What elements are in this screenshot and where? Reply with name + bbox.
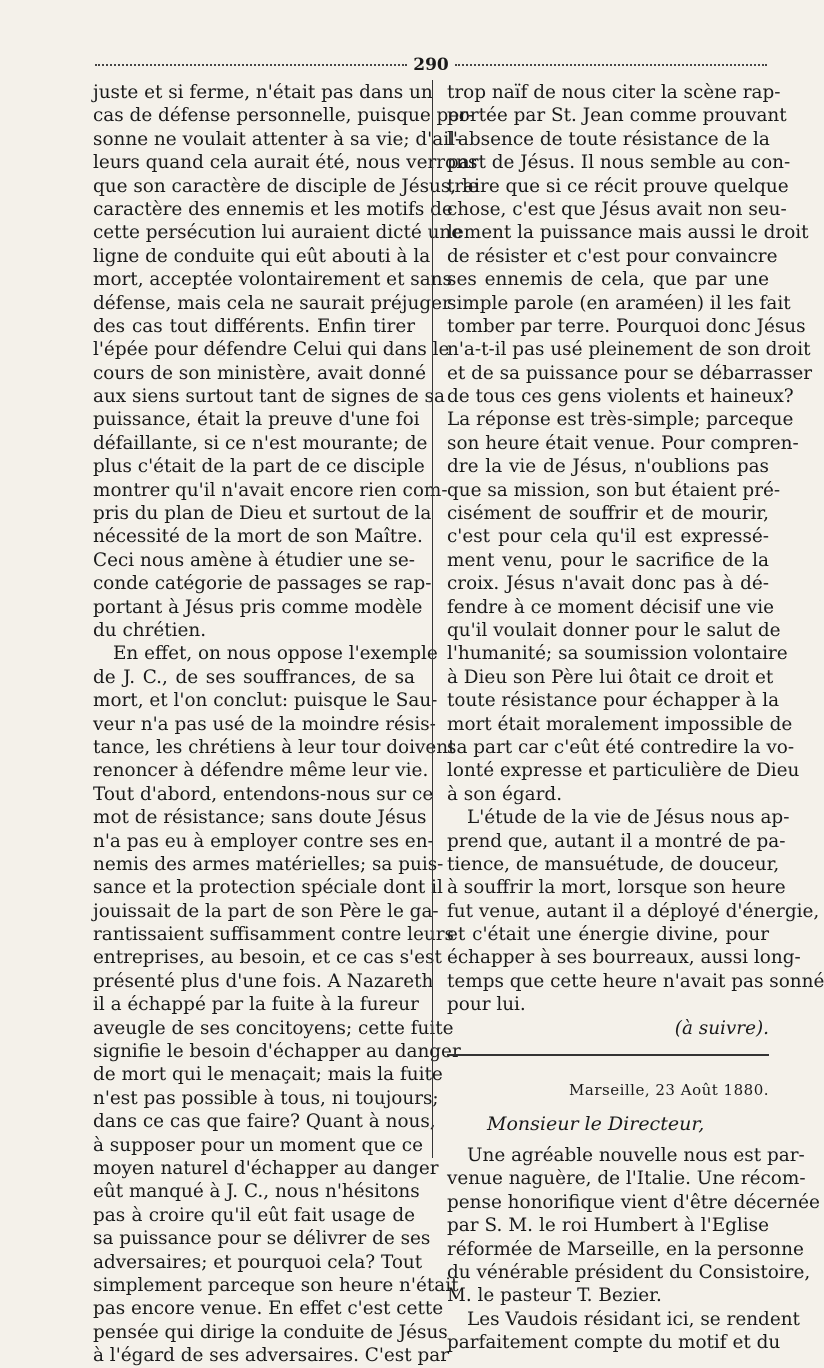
- text-line: pense honorifique vient d'être décernée: [447, 1191, 820, 1213]
- text-line: mort, acceptée volontairement et sans: [93, 269, 452, 291]
- text-line: aveugle de ses concitoyens; cette fuite: [93, 1017, 454, 1039]
- letter-body: [447, 1144, 820, 1355]
- text-line: veur n'a pas usé de la moindre résis-: [93, 713, 436, 735]
- text-line: de J. C., de ses souffrances, de sa: [93, 666, 415, 688]
- text-line: portant à Jésus pris comme modèle: [93, 596, 423, 618]
- to-be-continued: (à suivre).: [674, 1017, 769, 1039]
- text-line: mort, et l'on conclut: puisque le Sau-: [93, 690, 438, 712]
- text-line: L'étude de la vie de Jésus nous ap-: [467, 807, 790, 829]
- text-line: montrer qu'il n'avait encore rien com-: [93, 479, 448, 501]
- text-line: l'épée pour défendre Celui qui dans le: [93, 339, 450, 361]
- text-line: l'humanité; sa soumission volontaire: [447, 643, 788, 665]
- text-line: dre la vie de Jésus, n'oublions pas: [447, 456, 769, 478]
- text-line: ligne de conduite qui eût abouti à la: [93, 245, 431, 267]
- column-divider: [432, 80, 433, 1158]
- text-line: des cas tout différents. Enfin tirer: [93, 315, 415, 337]
- text-line: pas à croire qu'il eût fait usage de: [93, 1204, 415, 1226]
- header-rule-left: [95, 64, 407, 66]
- text-line: sance et la protection spéciale dont il: [93, 877, 443, 899]
- text-line: signifie le besoin d'échapper au danger: [93, 1041, 461, 1063]
- text-line: sa puissance pour se délivrer de ses: [93, 1228, 431, 1250]
- text-line: défense, mais cela ne saurait préjuger: [93, 292, 451, 314]
- text-line: à souffrir la mort, lorsque son heure: [447, 877, 786, 899]
- text-line: lement la puissance mais aussi le droit: [447, 222, 809, 244]
- text-line: Ceci nous amène à étudier une se-: [93, 549, 415, 571]
- text-line: nemis des armes matérielles; sa puis-: [93, 853, 444, 875]
- text-line: et de sa puissance pour se débarrasser: [447, 362, 813, 384]
- text-line: caractère des ennemis et les motifs de: [93, 198, 453, 220]
- text-line: du vénérable président du Consistoire,: [447, 1261, 811, 1283]
- text-line: n'a-t-il pas usé pleinement de son droit: [447, 339, 811, 361]
- text-line: simplement parceque son heure n'était: [93, 1274, 459, 1296]
- text-line: pris du plan de Dieu et surtout de la: [93, 503, 432, 525]
- text-line: cours de son ministère, avait donné: [93, 362, 426, 384]
- text-line: mot de résistance; sans doute Jésus: [93, 807, 427, 829]
- text-line: rantissaient suffisamment contre leurs: [93, 924, 454, 946]
- text-line: fut venue, autant il a déployé d'énergie,: [447, 900, 820, 922]
- text-line: pour lui.: [447, 994, 526, 1016]
- text-line: et c'était une énergie divine, pour: [447, 924, 769, 946]
- text-line: cisément de souffrir et de mourir,: [447, 503, 769, 525]
- text-line: eût manqué à J. C., nous n'hésitons: [93, 1181, 420, 1203]
- text-line: fendre à ce moment décisif une vie: [447, 596, 774, 618]
- letter-salutation: Monsieur le Directeur,: [487, 1113, 705, 1136]
- text-line: puissance, était la preuve d'une foi: [93, 409, 420, 431]
- text-line: c'est pour cela qu'il est expressé-: [447, 526, 769, 548]
- header-rule-right: [455, 64, 767, 66]
- text-line: par S. M. le roi Humbert à l'Eglise: [447, 1215, 769, 1237]
- page-number: 290: [413, 55, 449, 75]
- text-line: adversaires; et pourquoi cela? Tout: [93, 1251, 423, 1273]
- text-line: pensée qui dirige la conduite de Jésus: [93, 1321, 448, 1343]
- text-line: mort était moralement impossible de: [447, 713, 793, 735]
- text-line: échapper à ses bourreaux, aussi long-: [447, 947, 801, 969]
- text-line: sa part car c'eût été contredire la vo-: [447, 736, 795, 758]
- text-line: moyen naturel d'échapper au danger: [93, 1157, 439, 1179]
- text-line: plus c'était de la part de ce disciple: [93, 456, 425, 478]
- text-line: cas de défense personnelle, puisque per-: [93, 105, 475, 127]
- text-line: trop naïf de nous citer la scène rap-: [447, 82, 781, 103]
- text-line: il a échappé par la fuite à la fureur: [93, 994, 419, 1016]
- text-line: toute résistance pour échapper à la: [447, 690, 780, 712]
- text-line: de résister et c'est pour convaincre: [447, 245, 778, 267]
- text-line: parfaitement compte du motif et du: [447, 1332, 781, 1354]
- text-line: sonne ne voulait attenter à sa vie; d'ail-: [93, 128, 462, 150]
- text-line: En effet, on nous oppose l'exemple: [113, 643, 438, 665]
- page-header: [95, 52, 767, 78]
- text-line: prend que, autant il a montré de pa-: [447, 830, 786, 852]
- text-line: Tout d'abord, entendons-nous sur ce: [93, 783, 434, 805]
- text-line: Une agréable nouvelle nous est par-: [467, 1145, 805, 1167]
- text-line: tance, les chrétiens à leur tour doivent: [93, 736, 456, 758]
- text-line: portée par St. Jean comme prouvant: [447, 105, 787, 127]
- right-column: [447, 81, 824, 1355]
- text-line: aux siens surtout tant de signes de sa: [93, 386, 445, 408]
- text-line: réformée de Marseille, en la personne: [447, 1238, 804, 1260]
- text-line: à Dieu son Père lui ôtait ce droit et: [447, 666, 774, 688]
- text-line: son heure était venue. Pour compren-: [447, 432, 799, 454]
- text-line: que sa mission, son but étaient pré-: [447, 479, 781, 501]
- text-line: simple parole (en araméen) il les fait: [447, 292, 791, 314]
- text-line: juste et si ferme, n'était pas dans un: [93, 82, 433, 103]
- text-line: de mort qui le menaçait; mais la fuite: [93, 1064, 443, 1086]
- text-line: n'a pas eu à employer contre ses en-: [93, 830, 434, 852]
- text-line: chose, c'est que Jésus avait non seu-: [447, 198, 787, 220]
- text-line: du chrétien.: [93, 619, 207, 641]
- text-line: ses ennemis de cela, que par une: [447, 269, 769, 291]
- text-line: La réponse est très-simple; parceque: [447, 409, 794, 431]
- text-line: de tous ces gens violents et haineux?: [447, 386, 794, 408]
- left-column: [93, 81, 479, 1367]
- text-line: leurs quand cela aurait été, nous verrons: [93, 152, 478, 174]
- text-line: entreprises, au besoin, et ce cas s'est: [93, 947, 442, 969]
- text-line: traire que si ce récit prouve quelque: [447, 175, 789, 197]
- text-line: M. le pasteur T. Bezier.: [447, 1285, 662, 1307]
- text-line: lonté expresse et particulière de Dieu: [447, 760, 800, 782]
- text-line: croix. Jésus n'avait donc pas à dé-: [447, 573, 769, 595]
- text-line: Les Vaudois résidant ici, se rendent: [467, 1308, 800, 1330]
- text-line: à l'égard de ses adversaires. C'est par: [93, 1345, 449, 1367]
- text-line: qu'il voulait donner pour le salut de: [447, 619, 781, 641]
- text-line: dans ce cas que faire? Quant à nous,: [93, 1111, 436, 1133]
- text-line: pas encore venue. En effet c'est cette: [93, 1298, 444, 1320]
- text-line: présenté plus d'une fois. A Nazareth: [93, 970, 434, 992]
- text-line: part de Jésus. Il nous semble au con-: [447, 152, 791, 174]
- text-line: défaillante, si ce n'est mourante; de: [93, 432, 428, 454]
- text-line: à son égard.: [447, 783, 563, 805]
- letter-dateline: Marseille, 23 Août 1880.: [569, 1081, 769, 1100]
- text-line: temps que cette heure n'avait pas sonné: [447, 970, 824, 992]
- text-line: l'absence de toute résistance de la: [447, 128, 770, 150]
- text-line: conde catégorie de passages se rap-: [93, 573, 432, 595]
- article-continuation: [447, 81, 824, 1017]
- section-rule: [447, 1054, 769, 1056]
- text-line: ment venu, pour le sacrifice de la: [447, 549, 769, 571]
- text-line: renoncer à défendre même leur vie.: [93, 760, 429, 782]
- text-line: que son caractère de disciple de Jésus, le: [93, 175, 479, 197]
- text-line: à supposer pour un moment que ce: [93, 1134, 423, 1156]
- text-line: jouissait de la part de son Père le ga-: [93, 900, 439, 922]
- text-line: venue naguère, de l'Italie. Une récom-: [447, 1168, 806, 1190]
- text-line: n'est pas possible à tous, ni toujours;: [93, 1087, 439, 1109]
- text-line: cette persécution lui auraient dicté une: [93, 222, 463, 244]
- text-line: tience, de mansuétude, de douceur,: [447, 853, 780, 875]
- text-line: nécessité de la mort de son Maître.: [93, 526, 423, 548]
- text-line: tomber par terre. Pourquoi donc Jésus: [447, 315, 806, 337]
